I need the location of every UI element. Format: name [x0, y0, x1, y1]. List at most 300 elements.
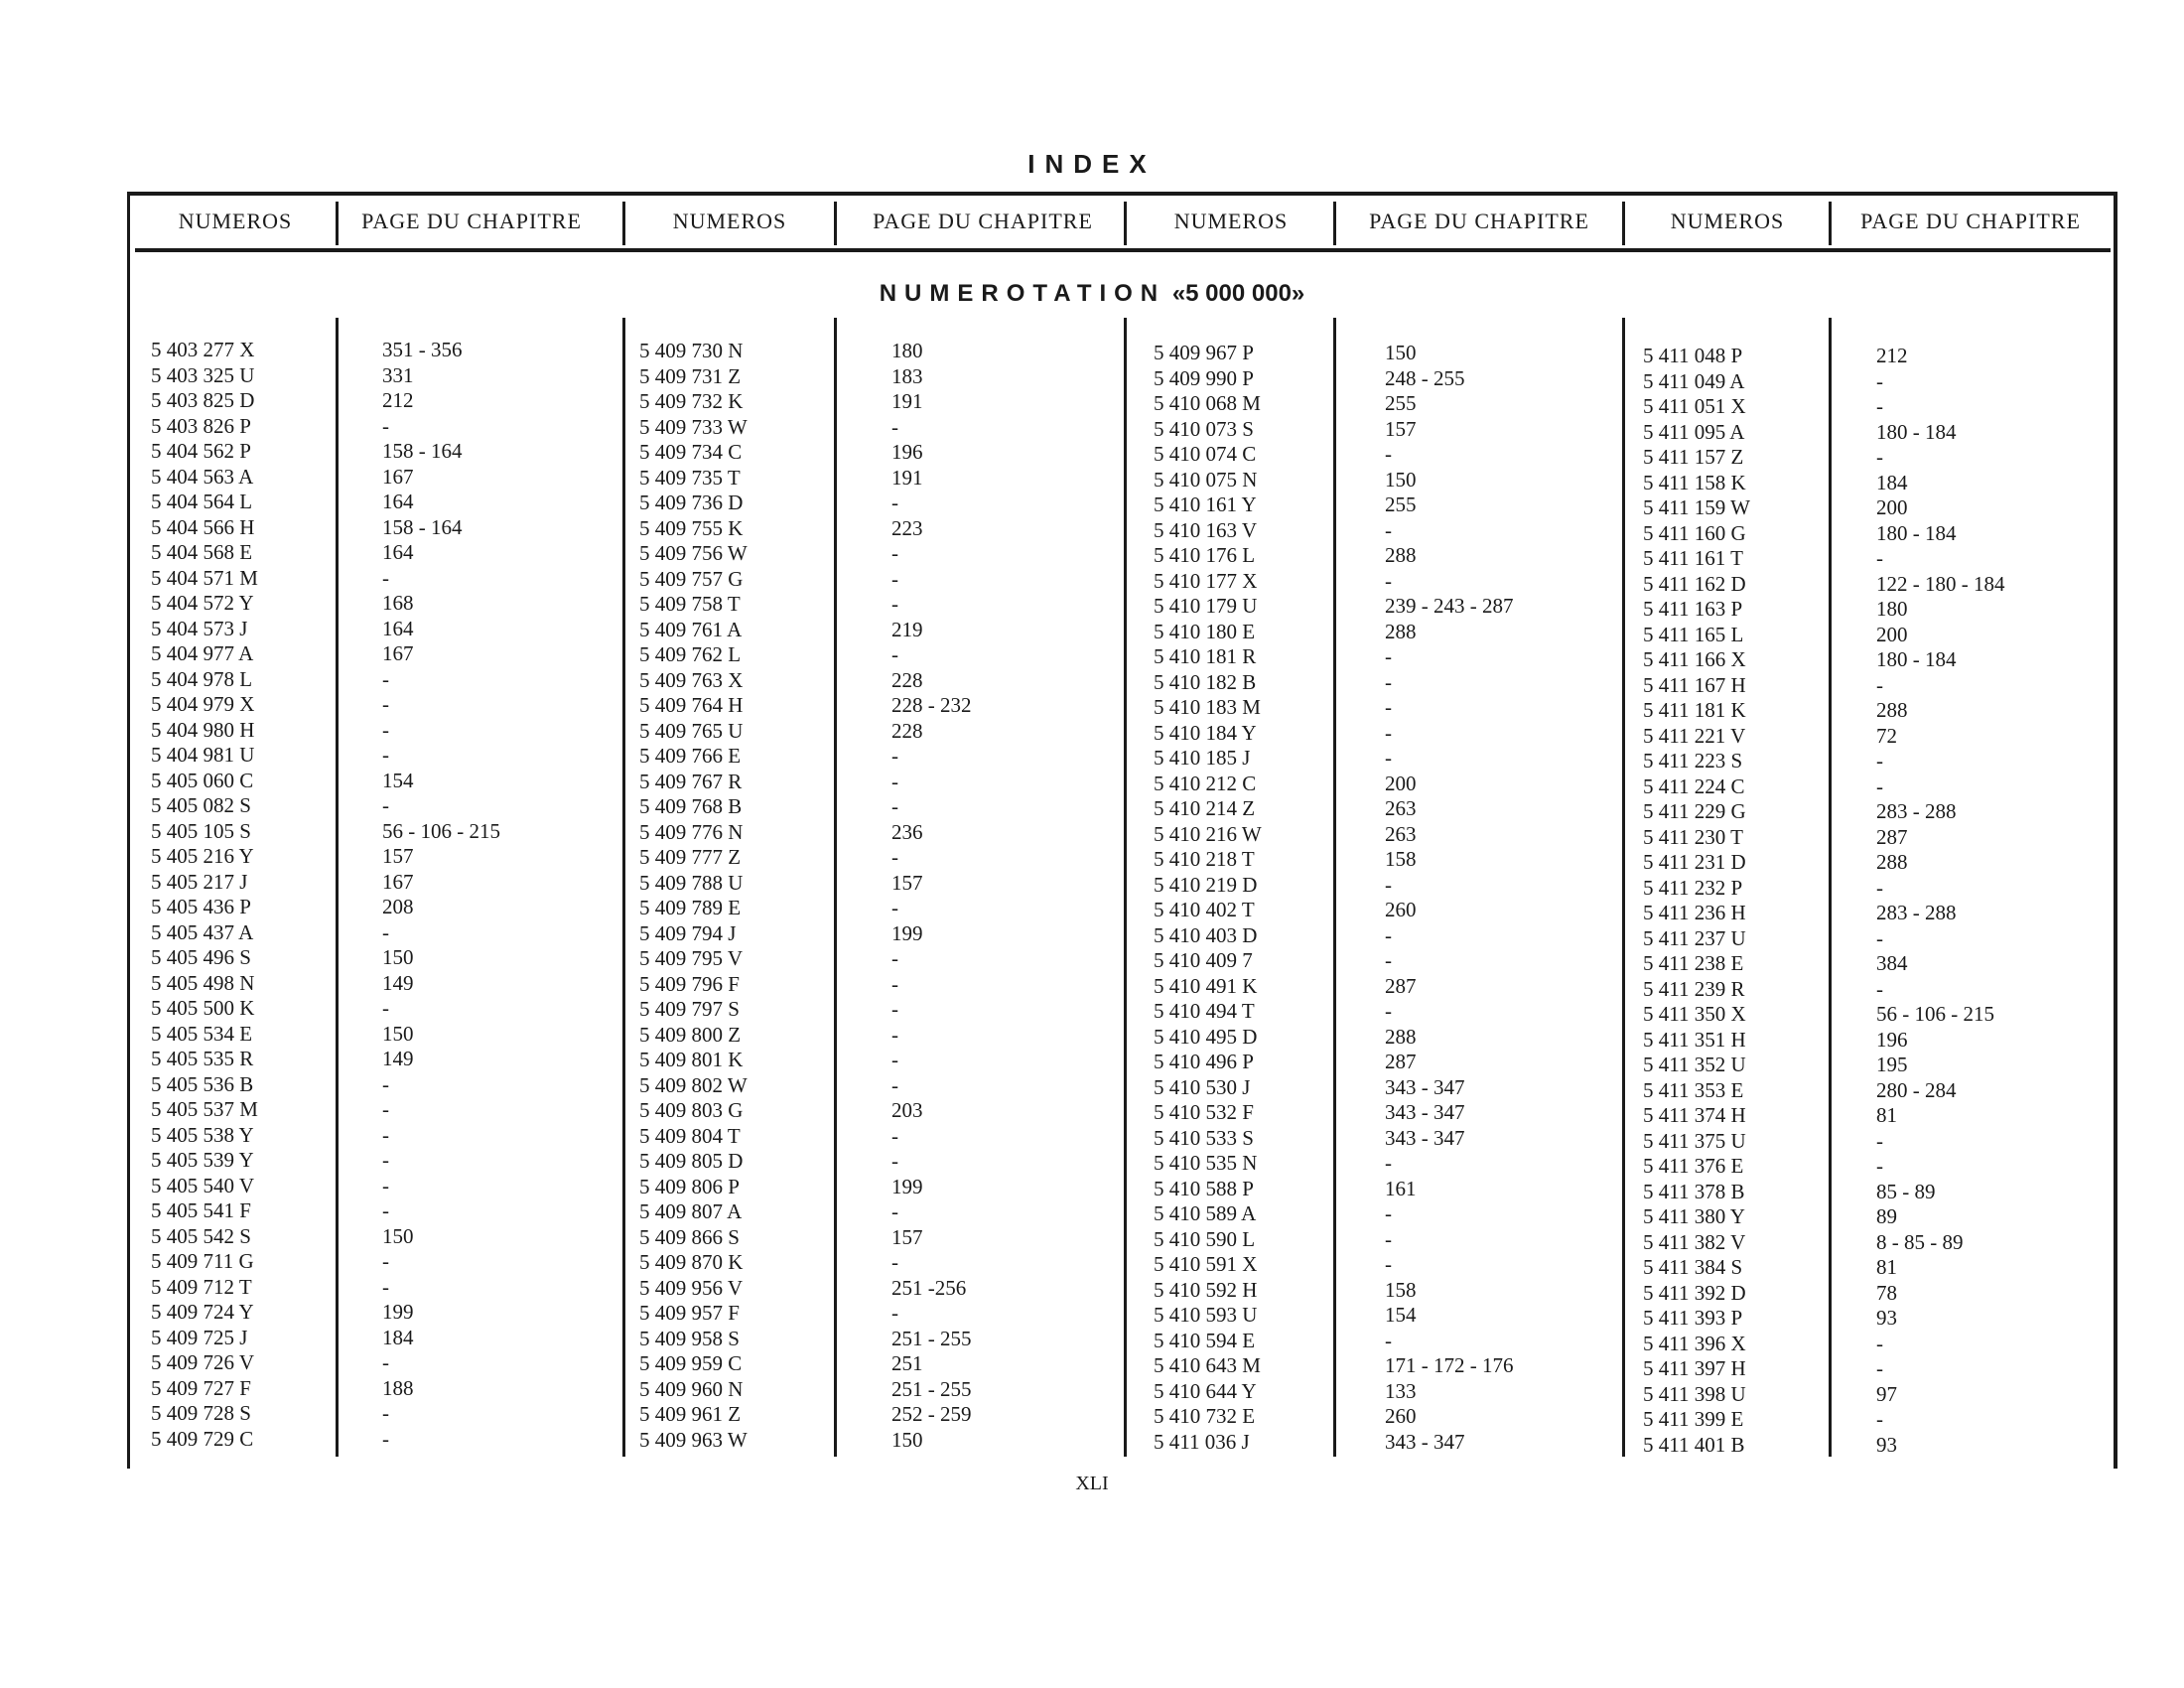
chapter-page-cell: 56 - 106 - 215 [1876, 1002, 1994, 1026]
part-number-cell: 5 403 826 P [151, 413, 251, 438]
part-number-cell: 5 410 176 L [1154, 543, 1256, 567]
column-separator [1829, 318, 1832, 1457]
chapter-page-cell: 122 - 180 - 184 [1876, 571, 2005, 596]
part-number-cell: 5 411 350 X [1643, 1002, 1746, 1026]
numbers-column-3 [1154, 341, 1262, 1455]
part-number-cell: 5 409 726 V [151, 1350, 255, 1374]
part-number-cell: 5 411 181 K [1643, 698, 1746, 722]
chapter-page-cell: - [1876, 749, 1883, 773]
chapter-page-cell: - [1385, 746, 1392, 770]
part-number-cell: 5 410 589 A [1154, 1201, 1257, 1225]
part-number-cell: 5 409 961 Z [639, 1402, 742, 1426]
chapter-page-cell: - [891, 592, 898, 616]
part-number-cell: 5 410 073 S [1154, 416, 1254, 441]
chapter-page-cell: 180 - 184 [1876, 419, 1957, 444]
part-number-cell: 5 409 712 T [151, 1274, 252, 1299]
chapter-page-cell: 157 [382, 844, 414, 868]
chapter-page-cell: - [1876, 875, 1883, 900]
part-number-cell: 5 404 568 E [151, 540, 253, 564]
part-number-cell: 5 411 165 L [1643, 622, 1744, 646]
part-number-cell: 5 411 396 X [1643, 1331, 1746, 1355]
part-number-cell: 5 404 571 M [151, 565, 258, 590]
chapter-page-cell: 158 [1385, 847, 1417, 871]
part-number-cell: 5 410 163 V [1154, 517, 1258, 542]
part-number-cell: 5 409 765 U [639, 718, 744, 743]
chapter-page-cell: - [1385, 1252, 1392, 1276]
part-number-cell: 5 410 644 Y [1154, 1378, 1257, 1403]
chapter-page-cell: 149 [382, 1047, 414, 1070]
chapter-page-cell: 248 - 255 [1385, 365, 1465, 390]
part-number-cell: 5 409 866 S [639, 1224, 740, 1249]
part-number-cell: 5 411 230 T [1643, 824, 1743, 849]
part-number-cell: 5 410 183 M [1154, 695, 1261, 719]
part-number-cell: 5 411 167 H [1643, 672, 1746, 697]
chapter-page-cell: 158 [1385, 1277, 1417, 1302]
part-number-cell: 5 411 221 V [1643, 723, 1746, 748]
chapter-page-cell: 167 [382, 869, 414, 894]
chapter-page-cell: 251 - 255 [891, 1326, 972, 1350]
chapter-page-cell: - [382, 1122, 389, 1147]
chapter-page-cell: - [382, 919, 389, 944]
part-number-cell: 5 405 105 S [151, 818, 251, 843]
chapter-page-cell: 180 [1876, 597, 1908, 621]
part-number-cell: 5 411 160 G [1643, 520, 1746, 545]
chapter-page-cell: - [382, 1198, 389, 1222]
part-number-cell: 5 410 179 U [1154, 594, 1258, 618]
part-number-cell: 5 410 180 E [1154, 619, 1256, 643]
part-number-cell: 5 411 397 H [1643, 1356, 1746, 1380]
chapter-page-cell: 184 [382, 1325, 414, 1349]
part-number-cell: 5 409 960 N [639, 1376, 744, 1401]
chapter-page-cell: - [891, 642, 898, 666]
part-number-cell: 5 409 761 A [639, 617, 743, 641]
chapter-page-cell: - [1876, 976, 1883, 1001]
chapter-page-cell: - [382, 793, 389, 817]
part-number-cell: 5 410 533 S [1154, 1125, 1254, 1150]
pages-column-1 [382, 338, 500, 1452]
header-separator [834, 202, 837, 245]
chapter-page-cell: - [891, 769, 898, 793]
part-number-cell: 5 411 401 B [1643, 1432, 1745, 1457]
part-number-cell: 5 409 725 J [151, 1325, 248, 1349]
chapter-page-cell: 133 [1385, 1378, 1417, 1403]
pages-column-2 [891, 339, 972, 1453]
part-number-cell: 5 410 219 D [1154, 872, 1258, 897]
part-number-cell: 5 410 732 E [1154, 1404, 1256, 1428]
chapter-page-cell: - [891, 946, 898, 970]
part-number-cell: 5 411 353 E [1643, 1077, 1744, 1102]
chapter-page-cell: 263 [1385, 821, 1417, 846]
chapter-page-cell: 8 - 85 - 89 [1876, 1229, 1964, 1254]
part-number-cell: 5 411 236 H [1643, 901, 1746, 924]
chapter-page-cell: 288 [1385, 543, 1417, 567]
chapter-page-cell: 287 [1385, 1050, 1417, 1073]
part-number-cell: 5 409 802 W [639, 1072, 748, 1097]
part-number-cell: 5 409 777 Z [639, 845, 742, 869]
header-page-du-chapitre-2: PAGE DU CHAPITRE [873, 209, 1093, 233]
part-number-cell: 5 411 239 R [1643, 976, 1745, 1001]
header-separator [336, 202, 339, 245]
chapter-page-cell: 191 [891, 389, 923, 413]
part-number-cell: 5 410 590 L [1154, 1226, 1256, 1251]
part-number-cell: 5 411 399 E [1643, 1407, 1744, 1431]
chapter-page-cell: - [891, 1123, 898, 1148]
chapter-page-cell: 191 [891, 465, 923, 490]
chapter-page-cell: - [382, 1173, 389, 1197]
part-number-cell: 5 411 158 K [1643, 470, 1746, 494]
part-number-cell: 5 405 437 A [151, 919, 254, 944]
header-separator [1333, 202, 1336, 245]
part-number-cell: 5 409 794 J [639, 920, 737, 945]
part-number-cell: 5 410 177 X [1154, 568, 1258, 593]
part-number-cell: 5 411 036 J [1154, 1429, 1250, 1454]
part-number-cell: 5 409 795 V [639, 946, 744, 970]
part-number-cell: 5 409 762 L [639, 642, 742, 666]
part-number-cell: 5 410 403 D [1154, 922, 1258, 947]
part-number-cell: 5 404 981 U [151, 743, 255, 767]
part-number-cell: 5 409 801 K [639, 1048, 744, 1071]
part-number-cell: 5 411 223 S [1643, 749, 1743, 773]
chapter-page-cell: - [1385, 644, 1392, 668]
part-number-cell: 5 404 573 J [151, 616, 248, 640]
part-number-cell: 5 404 564 L [151, 490, 253, 513]
chapter-page-cell: 288 [1385, 1024, 1417, 1049]
chapter-page-cell: - [1385, 568, 1392, 593]
part-number-cell: 5 410 216 W [1154, 821, 1262, 846]
chapter-page-cell: 288 [1876, 850, 1908, 874]
chapter-page-cell: 164 [382, 616, 414, 640]
chapter-page-cell: - [382, 1274, 389, 1299]
column-separator [336, 318, 339, 1457]
chapter-page-cell: 154 [382, 768, 414, 792]
page-number: XLI [1075, 1473, 1109, 1494]
chapter-page-cell: 89 [1876, 1204, 1897, 1228]
chapter-page-cell: - [1876, 672, 1883, 697]
part-number-cell: 5 411 049 A [1643, 368, 1745, 393]
chapter-page-cell: 351 - 356 [382, 338, 463, 361]
part-number-cell: 5 411 224 C [1643, 774, 1745, 798]
part-number-cell: 5 411 237 U [1643, 925, 1746, 950]
chapter-page-cell: 239 - 243 - 287 [1385, 594, 1514, 618]
chapter-page-cell: - [891, 1301, 898, 1325]
part-number-cell: 5 405 500 K [151, 996, 255, 1020]
page-title: INDEX [1027, 149, 1157, 179]
chapter-page-cell: 168 [382, 591, 414, 615]
header-numeros-1: NUMEROS [178, 209, 293, 233]
part-number-cell: 5 409 807 A [639, 1199, 743, 1223]
chapter-page-cell: - [1385, 517, 1392, 542]
chapter-page-cell: 251 - 255 [891, 1376, 972, 1401]
part-number-cell: 5 404 978 L [151, 666, 253, 691]
part-number-cell: 5 405 060 C [151, 768, 254, 792]
chapter-page-cell: 199 [382, 1300, 414, 1324]
part-number-cell: 5 409 990 P [1154, 365, 1254, 390]
part-number-cell: 5 411 376 E [1643, 1154, 1744, 1178]
chapter-page-cell: - [1876, 774, 1883, 798]
part-number-cell: 5 404 566 H [151, 514, 255, 539]
chapter-page-cell: - [1876, 1407, 1883, 1431]
header-separator [1829, 202, 1832, 245]
part-number-cell: 5 409 776 N [639, 819, 744, 844]
chapter-page-cell: 158 - 164 [382, 514, 463, 539]
chapter-page-cell: 167 [382, 641, 414, 665]
chapter-page-cell: 161 [1385, 1176, 1417, 1200]
chapter-page-cell: - [891, 1199, 898, 1223]
pages-column-3 [1385, 341, 1514, 1455]
header-numeros-2: NUMEROS [672, 209, 787, 233]
chapter-page-cell: 93 [1876, 1432, 1897, 1457]
chapter-page-cell: - [891, 1149, 898, 1173]
part-number-cell: 5 411 232 P [1643, 875, 1743, 900]
chapter-page-cell: - [891, 794, 898, 818]
chapter-page-cell: - [1385, 999, 1392, 1023]
chapter-page-cell: 287 [1385, 973, 1417, 998]
part-number-cell: 5 410 409 7 [1154, 948, 1253, 972]
part-number-cell: 5 404 562 P [151, 439, 251, 463]
part-number-cell: 5 403 825 D [151, 388, 255, 412]
chapter-page-cell: 154 [1385, 1303, 1417, 1327]
part-number-cell: 5 405 539 Y [151, 1148, 254, 1172]
chapter-page-cell: - [891, 896, 898, 919]
chapter-page-cell: - [1876, 1331, 1883, 1355]
chapter-page-cell: 200 [1385, 771, 1417, 795]
part-number-cell: 5 411 159 W [1643, 495, 1750, 519]
chapter-page-cell: 72 [1876, 723, 1897, 748]
part-number-cell: 5 411 166 X [1643, 647, 1746, 671]
column-separator [834, 318, 837, 1457]
chapter-page-cell: - [1385, 1328, 1392, 1352]
chapter-page-cell: 85 - 89 [1876, 1179, 1936, 1203]
part-number-cell: 5 411 157 Z [1643, 445, 1744, 469]
chapter-page-cell: 255 [1385, 492, 1417, 516]
chapter-page-cell: 200 [1876, 495, 1908, 519]
chapter-page-cell: 164 [382, 490, 414, 513]
column-separator [1333, 318, 1336, 1457]
chapter-page-cell: 81 [1876, 1255, 1897, 1279]
chapter-page-cell: 219 [891, 617, 923, 641]
part-number-cell: 5 409 755 K [639, 515, 744, 540]
part-number-cell: 5 404 977 A [151, 641, 254, 665]
chapter-page-cell: 384 [1876, 951, 1908, 975]
chapter-page-cell: 255 [1385, 391, 1417, 415]
part-number-cell: 5 411 051 X [1643, 394, 1746, 418]
chapter-page-cell: - [891, 744, 898, 768]
chapter-page-cell: 157 [891, 1224, 923, 1249]
numbering-value: «5 000 000» [1171, 280, 1305, 307]
part-number-cell: 5 409 789 E [639, 896, 742, 919]
header-page-du-chapitre-3: PAGE DU CHAPITRE [1369, 209, 1589, 233]
column-separator [1622, 318, 1625, 1457]
part-number-cell: 5 409 733 W [639, 414, 748, 439]
part-number-cell: 5 405 216 Y [151, 844, 254, 868]
part-number-cell: 5 405 538 Y [151, 1122, 254, 1147]
part-number-cell: 5 409 768 B [639, 794, 743, 818]
pages-column-4 [1876, 344, 2005, 1458]
chapter-page-cell: 263 [1385, 796, 1417, 820]
part-number-cell: 5 410 218 T [1154, 847, 1255, 871]
chapter-page-cell: - [1385, 1226, 1392, 1251]
part-number-cell: 5 410 594 E [1154, 1328, 1256, 1352]
header-separator [1622, 202, 1625, 245]
chapter-page-cell: 199 [891, 920, 923, 945]
part-number-cell: 5 404 563 A [151, 464, 254, 489]
chapter-page-cell: - [382, 1249, 389, 1273]
chapter-page-cell: 157 [1385, 416, 1417, 441]
chapter-page-cell: 331 [382, 362, 414, 387]
chapter-page-cell: 228 - 232 [891, 693, 972, 717]
chapter-page-cell: 252 - 259 [891, 1402, 972, 1426]
part-number-cell: 5 410 591 X [1154, 1252, 1258, 1276]
header-separator [1124, 202, 1127, 245]
chapter-page-cell: - [382, 565, 389, 590]
part-number-cell: 5 409 804 T [639, 1123, 741, 1148]
chapter-page-cell: 171 - 172 - 176 [1385, 1353, 1514, 1377]
chapter-page-cell: - [891, 1022, 898, 1047]
part-number-cell: 5 410 532 F [1154, 1100, 1254, 1124]
chapter-page-cell: 150 [382, 1223, 414, 1248]
part-number-cell: 5 409 767 R [639, 769, 743, 793]
chapter-page-cell: - [891, 845, 898, 869]
chapter-page-cell: 251 [891, 1351, 923, 1375]
chapter-page-cell: - [891, 1072, 898, 1097]
chapter-page-cell: - [891, 414, 898, 439]
part-number-cell: 5 411 162 D [1643, 571, 1746, 596]
chapter-page-cell: - [382, 666, 389, 691]
chapter-page-cell: - [1385, 720, 1392, 745]
header-rule [135, 248, 2111, 252]
chapter-page-cell: - [382, 413, 389, 438]
header-page-du-chapitre-1: PAGE DU CHAPITRE [361, 209, 582, 233]
chapter-page-cell: 260 [1385, 898, 1417, 921]
part-number-cell: 5 405 542 S [151, 1223, 251, 1248]
part-number-cell: 5 409 728 S [151, 1401, 251, 1425]
chapter-page-cell: 223 [891, 515, 923, 540]
chapter-page-cell: - [382, 717, 389, 742]
chapter-page-cell: 195 [1876, 1053, 1908, 1076]
chapter-page-cell: - [1876, 1154, 1883, 1178]
part-number-cell: 5 410 184 Y [1154, 720, 1257, 745]
chapter-page-cell: 158 - 164 [382, 439, 463, 463]
chapter-page-cell: - [1385, 695, 1392, 719]
chapter-page-cell: 200 [1876, 622, 1908, 646]
chapter-page-cell: 288 [1876, 698, 1908, 722]
part-number-cell: 5 409 757 G [639, 566, 744, 591]
chapter-page-cell: 150 [382, 1021, 414, 1046]
chapter-page-cell: 157 [891, 870, 923, 895]
chapter-page-cell: - [1876, 546, 1883, 570]
chapter-page-cell: - [1876, 1128, 1883, 1153]
part-number-cell: 5 410 494 T [1154, 999, 1255, 1023]
chapter-page-cell: 251 -256 [891, 1275, 967, 1300]
part-number-cell: 5 411 352 U [1643, 1053, 1746, 1076]
header-numeros-4: NUMEROS [1670, 209, 1785, 233]
part-number-cell: 5 410 074 C [1154, 442, 1257, 466]
part-number-cell: 5 409 731 Z [639, 363, 742, 388]
part-number-cell: 5 409 736 D [639, 491, 744, 514]
chapter-page-cell: - [1385, 1151, 1392, 1175]
chapter-page-cell: 208 [382, 895, 414, 918]
part-number-cell: 5 409 724 Y [151, 1300, 254, 1324]
part-number-cell: 5 409 729 C [151, 1426, 254, 1451]
part-number-cell: 5 405 541 F [151, 1198, 251, 1222]
part-number-cell: 5 409 800 Z [639, 1022, 742, 1047]
chapter-page-cell: - [891, 541, 898, 565]
part-number-cell: 5 409 967 P [1154, 341, 1254, 364]
chapter-page-cell: 343 - 347 [1385, 1074, 1465, 1099]
part-number-cell: 5 405 537 M [151, 1097, 258, 1121]
part-number-cell: 5 411 374 H [1643, 1103, 1746, 1127]
part-number-cell: 5 411 392 D [1643, 1280, 1746, 1305]
part-number-cell: 5 409 870 K [639, 1250, 744, 1274]
part-number-cell: 5 409 727 F [151, 1375, 251, 1400]
part-number-cell: 5 409 732 K [639, 389, 744, 413]
part-number-cell: 5 405 498 N [151, 970, 255, 995]
part-number-cell: 5 410 161 Y [1154, 492, 1257, 516]
chapter-page-cell: 283 - 288 [1876, 901, 1957, 924]
part-number-cell: 5 411 238 E [1643, 951, 1744, 975]
part-number-cell: 5 410 491 K [1154, 973, 1258, 998]
chapter-page-cell: 149 [382, 970, 414, 995]
part-number-cell: 5 411 375 U [1643, 1128, 1746, 1153]
part-number-cell: 5 405 436 P [151, 895, 251, 918]
chapter-page-cell: - [1385, 922, 1392, 947]
chapter-page-cell: - [891, 971, 898, 996]
part-number-cell: 5 410 212 C [1154, 771, 1257, 795]
part-number-cell: 5 409 803 G [639, 1098, 744, 1122]
part-number-cell: 5 404 980 H [151, 717, 255, 742]
numbering-section-title [0, 280, 2184, 308]
part-number-cell: 5 409 734 C [639, 440, 743, 464]
chapter-page-cell: - [1876, 368, 1883, 393]
part-number-cell: 5 409 959 C [639, 1351, 743, 1375]
part-number-cell: 5 409 963 W [639, 1427, 748, 1452]
chapter-page-cell: - [1385, 872, 1392, 897]
chapter-page-cell: - [382, 1148, 389, 1172]
chapter-page-cell: 81 [1876, 1103, 1897, 1127]
part-number-cell: 5 409 796 F [639, 971, 740, 996]
part-number-cell: 5 411 384 S [1643, 1255, 1743, 1279]
chapter-page-cell: 203 [891, 1098, 923, 1122]
part-number-cell: 5 410 181 R [1154, 644, 1257, 668]
chapter-page-cell: - [382, 1097, 389, 1121]
chapter-page-cell: - [1876, 925, 1883, 950]
column-separator [1124, 318, 1127, 1457]
part-number-cell: 5 410 593 U [1154, 1303, 1258, 1327]
part-number-cell: 5 411 351 H [1643, 1027, 1746, 1052]
part-number-cell: 5 410 535 N [1154, 1151, 1258, 1175]
chapter-page-cell: - [382, 743, 389, 767]
chapter-page-cell: - [382, 692, 389, 716]
chapter-page-cell: - [1385, 669, 1392, 694]
part-number-cell: 5 409 735 T [639, 465, 741, 490]
chapter-page-cell: - [382, 1071, 389, 1096]
chapter-page-cell: 236 [891, 819, 923, 844]
part-number-cell: 5 409 756 W [639, 541, 748, 565]
part-number-cell: 5 405 540 V [151, 1173, 255, 1197]
chapter-page-cell: 228 [891, 667, 923, 692]
part-number-cell: 5 409 797 S [639, 997, 740, 1021]
part-number-cell: 5 403 277 X [151, 338, 255, 361]
part-number-cell: 5 410 588 P [1154, 1176, 1254, 1200]
chapter-page-cell: 196 [1876, 1027, 1908, 1052]
column-separator [622, 318, 625, 1457]
chapter-page-cell: - [1876, 1356, 1883, 1380]
chapter-page-cell: 228 [891, 718, 923, 743]
part-number-cell: 5 404 979 X [151, 692, 255, 716]
part-number-cell: 5 411 163 P [1643, 597, 1743, 621]
chapter-page-cell: 260 [1385, 1404, 1417, 1428]
part-number-cell: 5 410 496 P [1154, 1050, 1254, 1073]
